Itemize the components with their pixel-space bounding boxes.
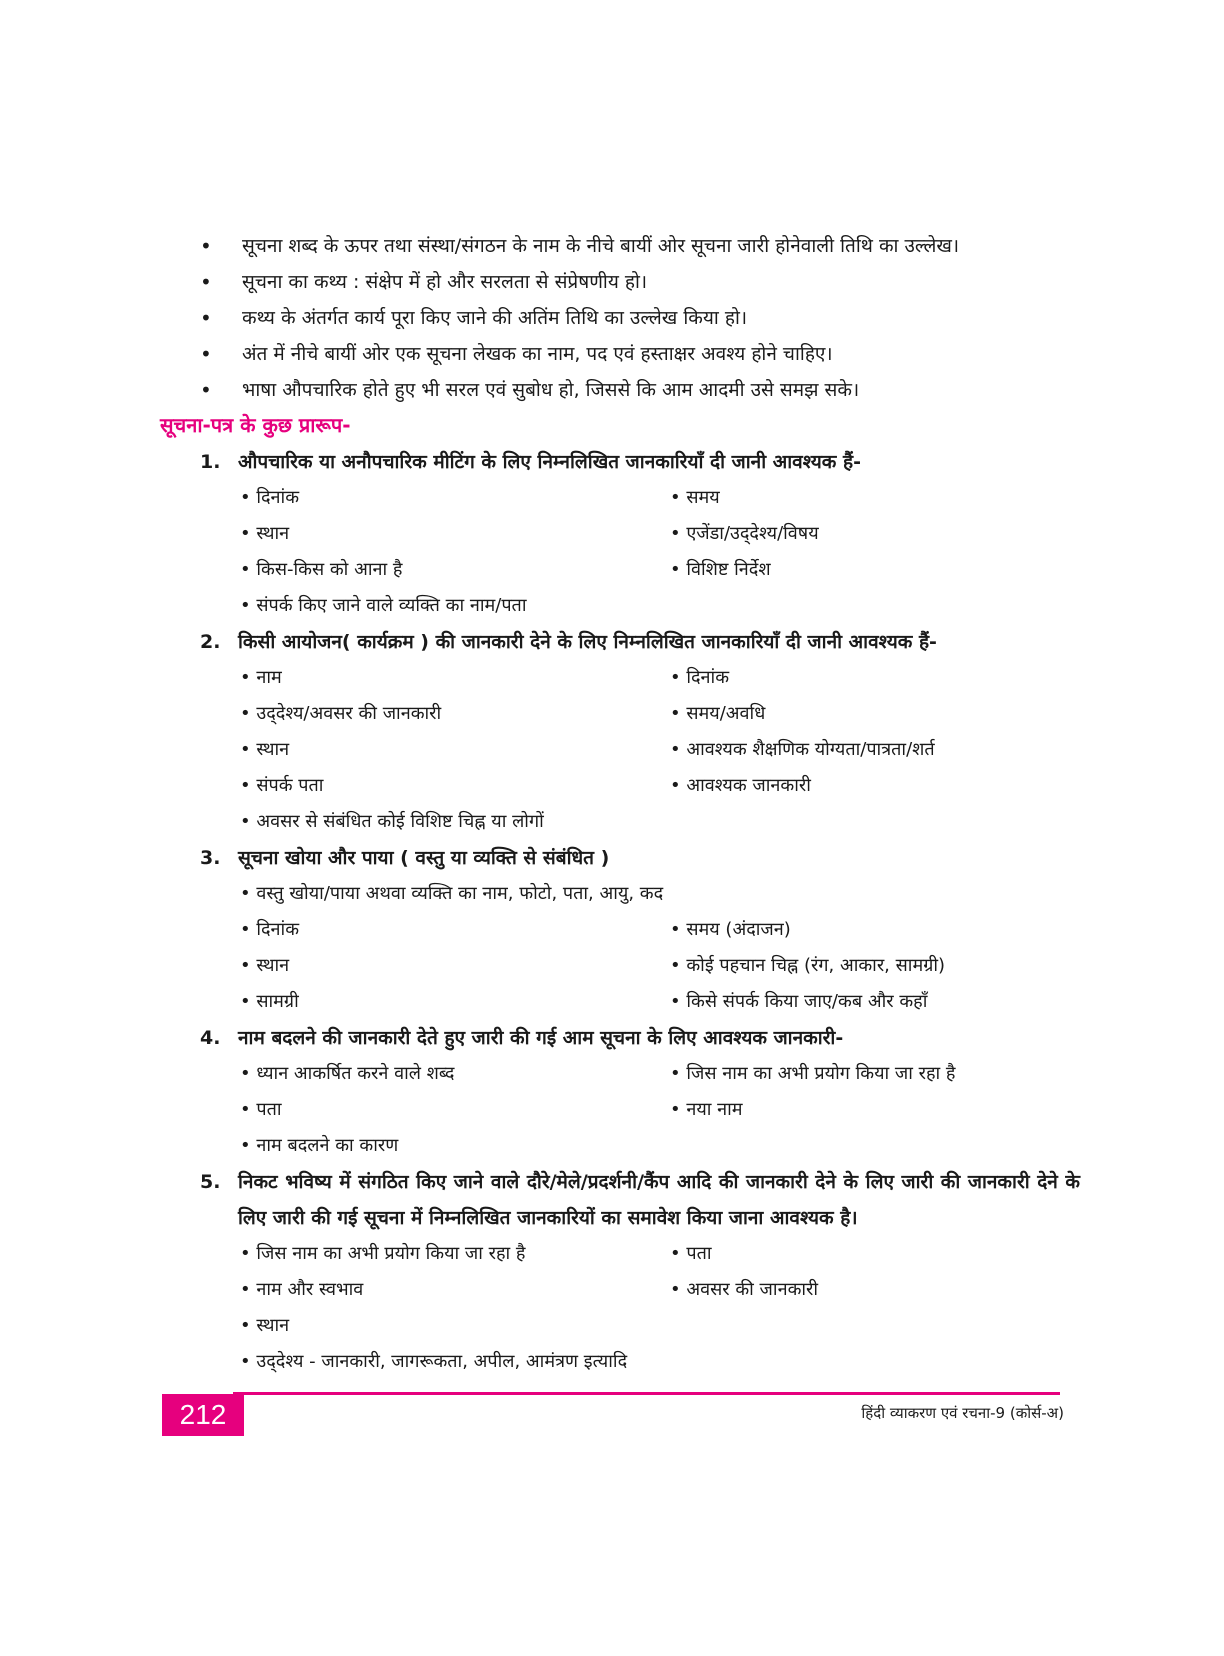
list-item: • सामग्री [240, 991, 299, 1012]
list-item: • अवसर की जानकारी [670, 1279, 819, 1300]
section-title-text: औपचारिक या अनौपचारिक मीटिंग के लिए निम्नलिखित जानकारियाँ दी जानी आवश्यक हैं- [238, 451, 861, 473]
bullet-icon: • [200, 270, 212, 294]
list-item [200, 300, 1080, 336]
section-number: 5. [200, 1171, 221, 1193]
format-section-4 [200, 1020, 1080, 1164]
list-item-text: सूचना का कथ्य : संक्षेप में हो और सरलता से संप्रेषणीय हो। [242, 271, 648, 293]
list-item: • संपर्क किए जाने वाले व्यक्ति का नाम/पता [240, 595, 527, 616]
section-title [200, 1164, 1080, 1236]
list-item: • दिनांक [240, 919, 300, 940]
list-item: • पता [240, 1099, 282, 1120]
list-item: • उद्‌देश्य/अवसर की जानकारी [240, 703, 442, 724]
list-item-text: कथ्य के अंतर्गत कार्य पूरा किए जाने की अतिंम तिथि का उल्लेख किया हो। [242, 307, 748, 329]
section-title [200, 624, 1080, 660]
list-item: • नाम [240, 667, 282, 688]
section-heading: सूचना-पत्र के कुछ प्रारूप- [160, 413, 351, 437]
section-title [200, 840, 1080, 876]
list-item: • दिनांक [670, 667, 730, 688]
list-item: • अवसर से संबंधित कोई विशिष्ट चिह्न या लोगों [240, 811, 544, 832]
section-number: 1. [200, 451, 221, 473]
bullet-icon: • [200, 234, 212, 258]
section-title-text: निकट भविष्य में संगठित किए जाने वाले दौरे/मेले/प्रदर्शनी/कैंप आदि की जानकारी देने के लिए जारी की जानकारी देने के लिए जारी की गई सूचना में निम्नलिखित जानकारियों का समावेश किया जाना आवश्यक है। [238, 1171, 1080, 1229]
list-item: • नाम बदलने का कारण [240, 1135, 399, 1156]
format-section-5 [200, 1164, 1080, 1380]
list-item: • ध्यान आकर्षित करने वाले शब्द [240, 1063, 455, 1084]
list-item: • नया नाम [670, 1099, 743, 1120]
section-title-text: किसी आयोजन( कार्यक्रम ) की जानकारी देने के लिए निम्नलिखित जानकारियाँ दी जानी आवश्यक हैं- [238, 631, 937, 653]
bullet-icon: • [200, 342, 212, 366]
list-item [200, 228, 1080, 264]
list-item: • विशिष्ट निर्देश [670, 559, 771, 580]
list-item: • कोई पहचान चिह्न (रंग, आकार, सामग्री) [670, 955, 946, 976]
list-item-text: अंत में नीचे बायीं ओर एक सूचना लेखक का नाम, पद एवं हस्ताक्षर अवश्य होने चाहिए। [242, 343, 833, 365]
item-grid [240, 876, 1080, 1020]
item-grid [240, 480, 1080, 624]
section-number: 2. [200, 631, 221, 653]
list-item [200, 372, 1080, 408]
list-item: • समय [670, 487, 720, 508]
list-item: • आवश्यक शैक्षणिक योग्यता/पात्रता/शर्त [670, 739, 935, 760]
list-item: • किस-किस को आना है [240, 559, 403, 580]
item-grid [240, 660, 1080, 840]
list-item-text: सूचना शब्द के ऊपर तथा संस्था/संगठन के नाम के नीचे बायीं ओर सूचना जारी होनेवाली तिथि का उल्लेख। [242, 235, 960, 257]
section-title-text: नाम बदलने की जानकारी देते हुए जारी की गई आम सूचना के लिए आवश्यक जानकारी- [238, 1027, 844, 1049]
format-section-2 [200, 624, 1080, 840]
item-grid [240, 1056, 1080, 1164]
list-item: • समय (अंदाजन) [670, 919, 791, 940]
section-number: 4. [200, 1027, 221, 1049]
section-title [200, 1020, 1080, 1056]
footer-divider [233, 1392, 1060, 1395]
list-item: • जिस नाम का अभी प्रयोग किया जा रहा है [240, 1243, 526, 1264]
list-item: • किसे संपर्क किया जाए/कब और कहाँ [670, 991, 928, 1012]
section-number: 3. [200, 847, 221, 869]
list-item: • समय/अवधि [670, 703, 766, 724]
section-title-text: सूचना खोया और पाया ( वस्तु या व्यक्ति से संबंधित ) [238, 847, 610, 869]
list-item: • एजेंडा/उद्‌देश्य/विषय [670, 523, 819, 544]
list-item [200, 336, 1080, 372]
intro-bullet-list [200, 228, 1080, 408]
format-section-1 [200, 444, 1080, 624]
list-item: • पता [670, 1243, 712, 1264]
list-item: • स्थान [240, 1315, 290, 1336]
list-item: • संपर्क पता [240, 775, 324, 796]
list-item: • स्थान [240, 955, 290, 976]
list-item: • वस्तु खोया/पाया अथवा व्यक्ति का नाम, फोटो, पता, आयु, कद [240, 883, 664, 904]
page-number: 212 [162, 1394, 244, 1436]
list-item-text: भाषा औपचारिक होते हुए भी सरल एवं सुबोध हो, जिससे कि आम आदमी उसे समझ सके। [242, 379, 860, 401]
format-section-3 [200, 840, 1080, 1020]
list-item: • स्थान [240, 739, 290, 760]
list-item: • आवश्यक जानकारी [670, 775, 811, 796]
list-item: • स्थान [240, 523, 290, 544]
list-item: • जिस नाम का अभी प्रयोग किया जा रहा है [670, 1063, 956, 1084]
list-item: • दिनांक [240, 487, 300, 508]
item-grid [240, 1236, 1080, 1380]
list-item: • नाम और स्वभाव [240, 1279, 364, 1300]
list-item [200, 264, 1080, 300]
list-item: • उद्‌देश्य - जानकारी, जागरूकता, अपील, आमंत्रण इत्यादि [240, 1351, 628, 1372]
bullet-icon: • [200, 378, 212, 402]
book-title: हिंदी व्याकरण एवं रचना-9 (कोर्स-अ) [861, 1404, 1064, 1422]
bullet-icon: • [200, 306, 212, 330]
section-title [200, 444, 1080, 480]
